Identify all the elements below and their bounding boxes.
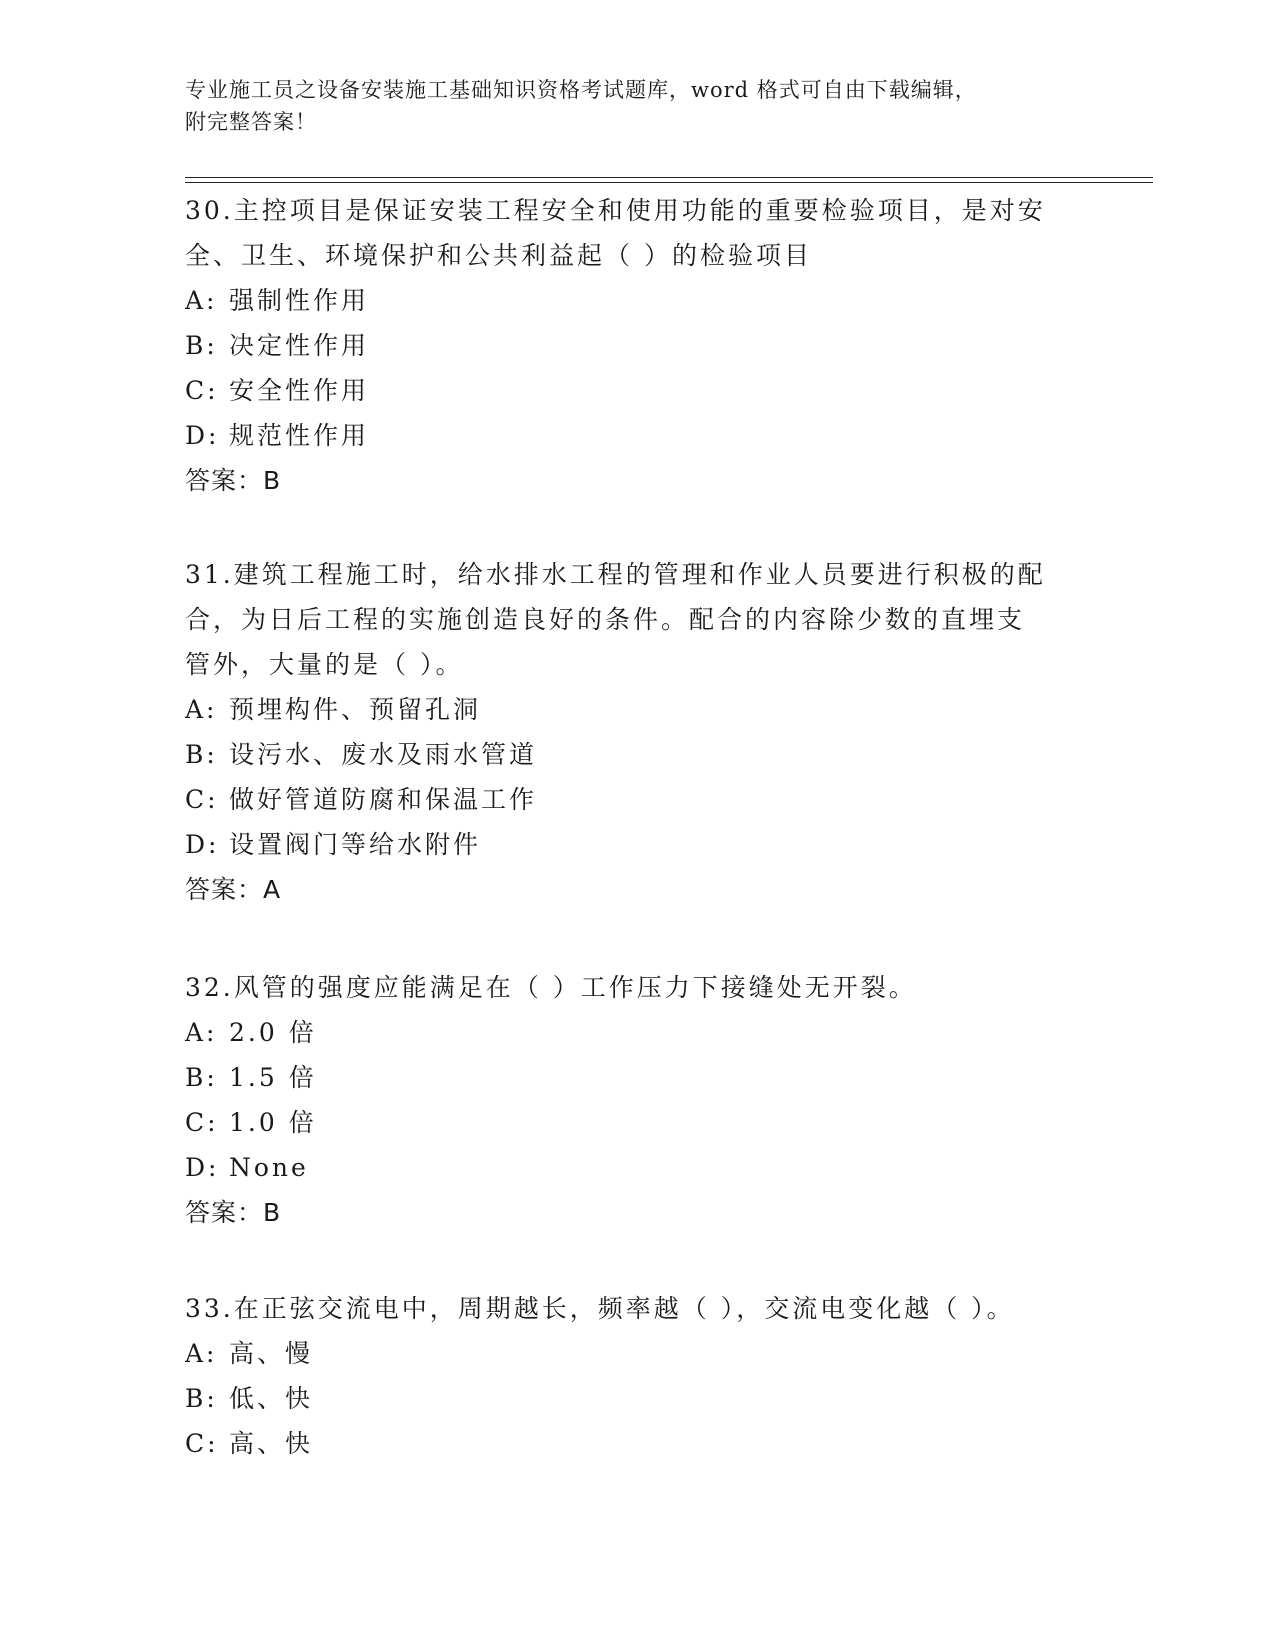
option-c: [185, 1100, 1085, 1145]
answer-line: 答案：B: [185, 466, 282, 495]
option-key: B:: [185, 1384, 218, 1413]
option-text: 1.0 倍: [229, 1108, 317, 1137]
header-line: 附完整答案！: [185, 110, 317, 134]
question-stem-line: 管外，大量的是（ ）。: [185, 650, 464, 679]
option-key: B:: [185, 740, 218, 769]
option-key: A:: [185, 695, 218, 724]
option-a: [185, 1331, 1085, 1376]
question-block: [185, 188, 1085, 503]
option-key: C:: [185, 376, 219, 405]
header-line: 专业施工员之设备安装施工基础知识资格考试题库，word 格式可自由下载编辑，: [185, 78, 977, 102]
option-d: [185, 822, 1085, 867]
option-text: 高、慢: [229, 1339, 314, 1368]
option-b: [185, 732, 1085, 777]
header-divider: [185, 177, 1153, 178]
option-key: C:: [185, 1429, 219, 1458]
option-key: B:: [185, 1063, 218, 1092]
option-c: [185, 368, 1085, 413]
option-text: 设置阀门等给水附件: [229, 830, 482, 859]
answer-line: 答案：B: [185, 1198, 282, 1227]
option-text: 1.5 倍: [229, 1063, 317, 1092]
option-text: 设污水、废水及雨水管道: [229, 740, 538, 769]
option-b: [185, 1055, 1085, 1100]
option-key: C:: [185, 1108, 219, 1137]
option-text: 决定性作用: [229, 331, 370, 360]
option-a: [185, 278, 1085, 323]
question-stem-line: 31.建筑工程施工时，给水排水工程的管理和作业人员要进行积极的配: [185, 560, 1046, 589]
option-text: 安全性作用: [229, 376, 370, 405]
option-b: [185, 1376, 1085, 1421]
option-text: 低、快: [229, 1384, 314, 1413]
option-key: B:: [185, 331, 218, 360]
question-stem-line: 30.主控项目是保证安装工程安全和使用功能的重要检验项目，是对安: [185, 196, 1046, 225]
option-text: 做好管道防腐和保温工作: [229, 785, 538, 814]
document-header: [185, 74, 1065, 138]
question-stem-line: 33.在正弦交流电中，周期越长，频率越（ ），交流电变化越（ ）。: [185, 1294, 1015, 1323]
option-a: [185, 687, 1085, 732]
question-stem-line: 全、卫生、环境保护和公共利益起（ ）的检验项目: [185, 241, 812, 270]
option-text: 2.0 倍: [229, 1018, 317, 1047]
answer-line: 答案：A: [185, 875, 282, 904]
option-text: None: [229, 1153, 309, 1182]
question-stem-line: 合，为日后工程的实施创造良好的条件。配合的内容除少数的直埋支: [185, 605, 1026, 634]
option-text: 强制性作用: [229, 286, 370, 315]
question-stem-line: 32.风管的强度应能满足在（ ）工作压力下接缝处无开裂。: [185, 973, 917, 1002]
option-key: C:: [185, 785, 219, 814]
option-key: D:: [185, 1153, 220, 1182]
option-key: A:: [185, 1018, 218, 1047]
header-divider: [185, 182, 1153, 183]
option-text: 预埋构件、预留孔洞: [229, 695, 482, 724]
option-a: [185, 1010, 1085, 1055]
option-b: [185, 323, 1085, 368]
option-d: [185, 1145, 1085, 1190]
option-key: D:: [185, 421, 220, 450]
option-text: 规范性作用: [229, 421, 370, 450]
option-key: A:: [185, 286, 218, 315]
question-block: [185, 1286, 1085, 1466]
option-key: A:: [185, 1339, 218, 1368]
question-block: [185, 552, 1085, 912]
question-block: [185, 965, 1085, 1235]
option-d: [185, 413, 1085, 458]
option-text: 高、快: [229, 1429, 314, 1458]
option-c: [185, 1421, 1085, 1466]
option-key: D:: [185, 830, 220, 859]
option-c: [185, 777, 1085, 822]
